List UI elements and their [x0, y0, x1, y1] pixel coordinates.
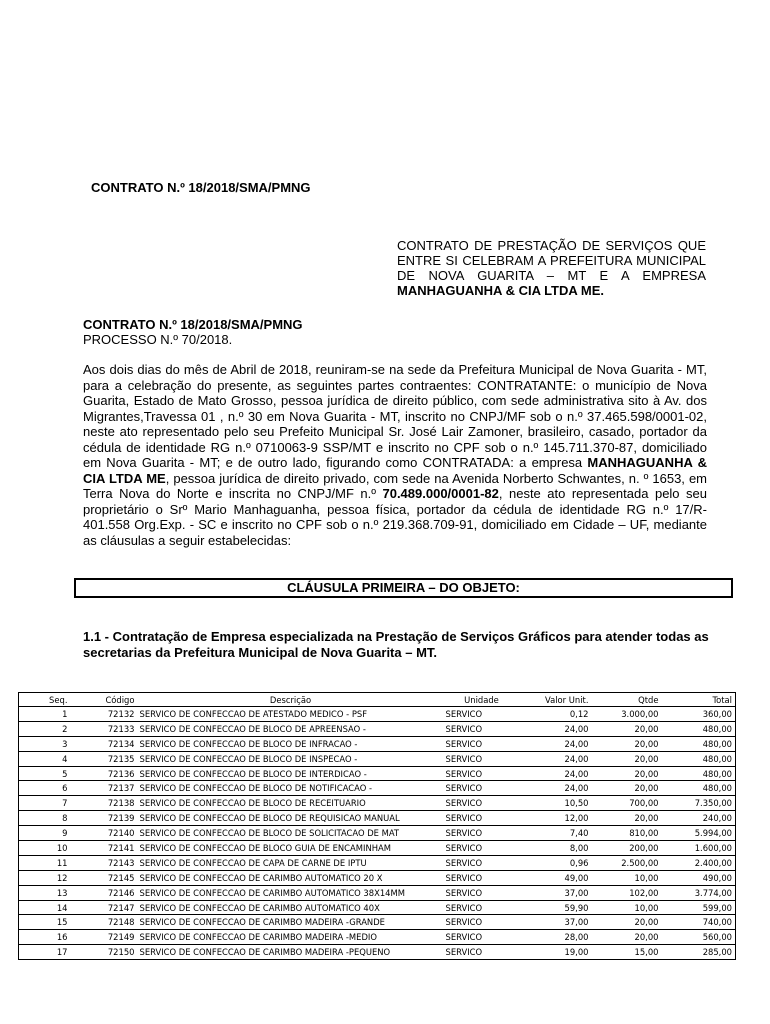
quantity-cell: 10,00 [592, 900, 662, 915]
total-cell: 480,00 [662, 736, 736, 751]
quantity-cell: 810,00 [592, 826, 662, 841]
table-row [19, 781, 736, 796]
unit-cell: SERVICO [444, 855, 520, 870]
total-cell: 285,00 [662, 945, 736, 960]
code-cell: 72146 [71, 885, 138, 900]
quantity-cell: 20,00 [592, 751, 662, 766]
unit-price-cell: 37,00 [520, 885, 592, 900]
description-cell: SERVICO DE CONFECCAO DE CARIMBO AUTOMATICO 20 X [138, 870, 444, 885]
unit-price-cell: 28,00 [520, 930, 592, 945]
seq-cell: 6 [19, 781, 71, 796]
quantity-cell: 15,00 [592, 945, 662, 960]
description-cell: SERVICO DE CONFECCAO DE BLOCO DE REQUISICAO MANUAL [138, 811, 444, 826]
preamble-text: CONTRATO DE PRESTAÇÃO DE SERVIÇOS QUE ENTRE SI CELEBRAM A PREFEITURA MUNICIPAL DE NOVA GUARITA – MT E A EMPRESA [397, 238, 706, 283]
description-cell: SERVICO DE CONFECCAO DE BLOCO DE SOLICITACAO DE MAT [138, 826, 444, 841]
total-cell: 3.774,00 [662, 885, 736, 900]
code-cell: 72147 [71, 900, 138, 915]
seq-cell: 17 [19, 945, 71, 960]
description-cell: SERVICO DE CONFECCAO DE ATESTADO MEDICO - PSF [138, 707, 444, 722]
table-row [19, 841, 736, 856]
unit-cell: SERVICO [444, 945, 520, 960]
seq-cell: 1 [19, 707, 71, 722]
quantity-cell: 20,00 [592, 736, 662, 751]
unit-price-cell: 8,00 [520, 841, 592, 856]
seq-cell: 9 [19, 826, 71, 841]
column-header: Unidade [444, 693, 520, 707]
unit-price-cell: 59,90 [520, 900, 592, 915]
code-cell: 72140 [71, 826, 138, 841]
contract-reference [83, 317, 303, 347]
unit-price-cell: 0,96 [520, 855, 592, 870]
quantity-cell: 3.000,00 [592, 707, 662, 722]
unit-cell: SERVICO [444, 796, 520, 811]
total-cell: 240,00 [662, 811, 736, 826]
seq-cell: 3 [19, 736, 71, 751]
column-header: Qtde [592, 693, 662, 707]
column-header: Seq. [19, 693, 71, 707]
quantity-cell: 20,00 [592, 721, 662, 736]
process-number: PROCESSO N.º 70/2018. [83, 332, 233, 347]
code-cell: 72137 [71, 781, 138, 796]
table-row [19, 855, 736, 870]
unit-cell: SERVICO [444, 721, 520, 736]
code-cell: 72143 [71, 855, 138, 870]
code-cell: 72138 [71, 796, 138, 811]
contract-number: CONTRATO N.º 18/2018/SMA/PMNG [83, 317, 303, 332]
code-cell: 72134 [71, 736, 138, 751]
column-header: Código [71, 693, 138, 707]
seq-cell: 5 [19, 766, 71, 781]
total-cell: 560,00 [662, 930, 736, 945]
body-cnpj: 70.489.000/0001-82 [382, 486, 499, 501]
unit-cell: SERVICO [444, 885, 520, 900]
description-cell: SERVICO DE CONFECCAO DE BLOCO DE APREENSAO - [138, 721, 444, 736]
table-row [19, 766, 736, 781]
table-row [19, 721, 736, 736]
body-part3: , neste ato representada pelo seu proprietário o Srº Mario Manhaguanha, pessoa física, portador da cédula de identidade RG n.º 17/R-401.558 Org.Exp. - SC e inscrito no CPF sob o n.º 219.368.709-91, domiciliado em Cidade – UF, mediante as cláusulas a seguir estabelecidas: [83, 486, 707, 548]
unit-cell: SERVICO [444, 930, 520, 945]
unit-price-cell: 10,50 [520, 796, 592, 811]
unit-price-cell: 7,40 [520, 826, 592, 841]
description-cell: SERVICO DE CONFECCAO DE CARIMBO MADEIRA -PEQUENO [138, 945, 444, 960]
code-cell: 72136 [71, 766, 138, 781]
seq-cell: 2 [19, 721, 71, 736]
code-cell: 72150 [71, 945, 138, 960]
code-cell: 72148 [71, 915, 138, 930]
description-cell: SERVICO DE CONFECCAO DE CARIMBO AUTOMATICO 40X [138, 900, 444, 915]
clause-heading: CLÁUSULA PRIMEIRA – DO OBJETO: [74, 578, 733, 598]
table-row [19, 885, 736, 900]
quantity-cell: 200,00 [592, 841, 662, 856]
quantity-cell: 10,00 [592, 870, 662, 885]
table-row [19, 826, 736, 841]
contract-preamble [397, 238, 706, 298]
quantity-cell: 20,00 [592, 766, 662, 781]
table-row [19, 811, 736, 826]
total-cell: 599,00 [662, 900, 736, 915]
contract-title: CONTRATO N.º 18/2018/SMA/PMNG [91, 180, 311, 195]
column-header: Valor Unit. [520, 693, 592, 707]
quantity-cell: 20,00 [592, 915, 662, 930]
table-body [19, 707, 736, 960]
unit-cell: SERVICO [444, 826, 520, 841]
table-row [19, 751, 736, 766]
table-row [19, 736, 736, 751]
code-cell: 72139 [71, 811, 138, 826]
unit-price-cell: 24,00 [520, 751, 592, 766]
code-cell: 72135 [71, 751, 138, 766]
unit-price-cell: 24,00 [520, 766, 592, 781]
seq-cell: 15 [19, 915, 71, 930]
description-cell: SERVICO DE CONFECCAO DE BLOCO DE NOTIFICACAO - [138, 781, 444, 796]
quantity-cell: 2.500,00 [592, 855, 662, 870]
total-cell: 480,00 [662, 751, 736, 766]
quantity-cell: 700,00 [592, 796, 662, 811]
quantity-cell: 20,00 [592, 811, 662, 826]
unit-price-cell: 24,00 [520, 781, 592, 796]
description-cell: SERVICO DE CONFECCAO DE CARIMBO AUTOMATICO 38X14MM [138, 885, 444, 900]
total-cell: 360,00 [662, 707, 736, 722]
total-cell: 7.350,00 [662, 796, 736, 811]
table-row [19, 915, 736, 930]
unit-price-cell: 24,00 [520, 721, 592, 736]
seq-cell: 11 [19, 855, 71, 870]
seq-cell: 14 [19, 900, 71, 915]
preamble-company: MANHAGUANHA & CIA LTDA ME. [397, 283, 605, 298]
code-cell: 72141 [71, 841, 138, 856]
unit-price-cell: 12,00 [520, 811, 592, 826]
table-row [19, 796, 736, 811]
body-part2: , pessoa jurídica de direito privado, com sede na Avenida Norberto Schwantes, n. º 1653, em Terra Nova do Norte e inscrita no CNPJ/MF n.º [83, 470, 708, 501]
description-cell: SERVICO DE CONFECCAO DE BLOCO DE INFRACAO - [138, 736, 444, 751]
body-company: MANHAGUANHA & CIA LTDA ME [83, 455, 707, 486]
code-cell: 72145 [71, 870, 138, 885]
table-row [19, 870, 736, 885]
unit-cell: SERVICO [444, 751, 520, 766]
unit-price-cell: 24,00 [520, 736, 592, 751]
total-cell: 2.400,00 [662, 855, 736, 870]
object-paragraph: 1.1 - Contratação de Empresa especializada na Prestação de Serviços Gráficos para atender todas as secretarias da Prefeitura Municipal de Nova Guarita – MT. [83, 629, 709, 660]
description-cell: SERVICO DE CONFECCAO DE BLOCO DE INSPECAO - [138, 751, 444, 766]
description-cell: SERVICO DE CONFECCAO DE BLOCO DE INTERDICAO - [138, 766, 444, 781]
seq-cell: 10 [19, 841, 71, 856]
items-table [18, 692, 736, 960]
body-part1: Aos dois dias do mês de Abril de 2018, reuniram-se na sede da Prefeitura Municipal de Nova Guarita - MT, para a celebração do presente, as seguintes partes contraentes: CONTRATANTE: o município de Nova Guarita, Estado de Mato Grosso, pessoa jurídica de direito público, com sede administrativa sito à Av. dos Migrantes,Travessa 01 , n.º 30 em Nova Guarita - MT, inscrito no CNPJ/MF sob o n.º 37.465.598/0001-02, neste ato representado pelo seu Prefeito Municipal Sr. José Lair Zamoner, brasileiro, casado, portador da cédula de identidade RG n.º 0710063-9 SSP/MT e inscrito no CPF sob o n.º 145.711.370-87, domiciliado em Nova Guarita - MT; e de outro lado, figurando como CONTRATADA: a empresa [83, 362, 707, 470]
table-row [19, 930, 736, 945]
unit-cell: SERVICO [444, 870, 520, 885]
total-cell: 480,00 [662, 766, 736, 781]
total-cell: 740,00 [662, 915, 736, 930]
code-cell: 72132 [71, 707, 138, 722]
seq-cell: 7 [19, 796, 71, 811]
unit-cell: SERVICO [444, 915, 520, 930]
unit-cell: SERVICO [444, 707, 520, 722]
description-cell: SERVICO DE CONFECCAO DE BLOCO GUIA DE ENCAMINHAM [138, 841, 444, 856]
seq-cell: 8 [19, 811, 71, 826]
description-cell: SERVICO DE CONFECCAO DE CAPA DE CARNE DE IPTU [138, 855, 444, 870]
quantity-cell: 20,00 [592, 781, 662, 796]
unit-cell: SERVICO [444, 900, 520, 915]
total-cell: 480,00 [662, 781, 736, 796]
code-cell: 72149 [71, 930, 138, 945]
total-cell: 480,00 [662, 721, 736, 736]
unit-cell: SERVICO [444, 766, 520, 781]
unit-cell: SERVICO [444, 781, 520, 796]
seq-cell: 12 [19, 870, 71, 885]
unit-cell: SERVICO [444, 841, 520, 856]
total-cell: 1.600,00 [662, 841, 736, 856]
table-row [19, 707, 736, 722]
unit-price-cell: 49,00 [520, 870, 592, 885]
seq-cell: 13 [19, 885, 71, 900]
unit-price-cell: 37,00 [520, 915, 592, 930]
column-header: Total [662, 693, 736, 707]
description-cell: SERVICO DE CONFECCAO DE CARIMBO MADEIRA -GRANDE [138, 915, 444, 930]
description-cell: SERVICO DE CONFECCAO DE BLOCO DE RECEITUARIO [138, 796, 444, 811]
column-header: Descrição [138, 693, 444, 707]
contract-body-paragraph [83, 362, 707, 548]
table-header-row [19, 693, 736, 707]
unit-price-cell: 0,12 [520, 707, 592, 722]
description-cell: SERVICO DE CONFECCAO DE CARIMBO MADEIRA -MEDIO [138, 930, 444, 945]
code-cell: 72133 [71, 721, 138, 736]
unit-cell: SERVICO [444, 811, 520, 826]
total-cell: 490,00 [662, 870, 736, 885]
table-row [19, 900, 736, 915]
unit-cell: SERVICO [444, 736, 520, 751]
seq-cell: 16 [19, 930, 71, 945]
seq-cell: 4 [19, 751, 71, 766]
unit-price-cell: 19,00 [520, 945, 592, 960]
quantity-cell: 20,00 [592, 930, 662, 945]
quantity-cell: 102,00 [592, 885, 662, 900]
table-row [19, 945, 736, 960]
total-cell: 5.994,00 [662, 826, 736, 841]
